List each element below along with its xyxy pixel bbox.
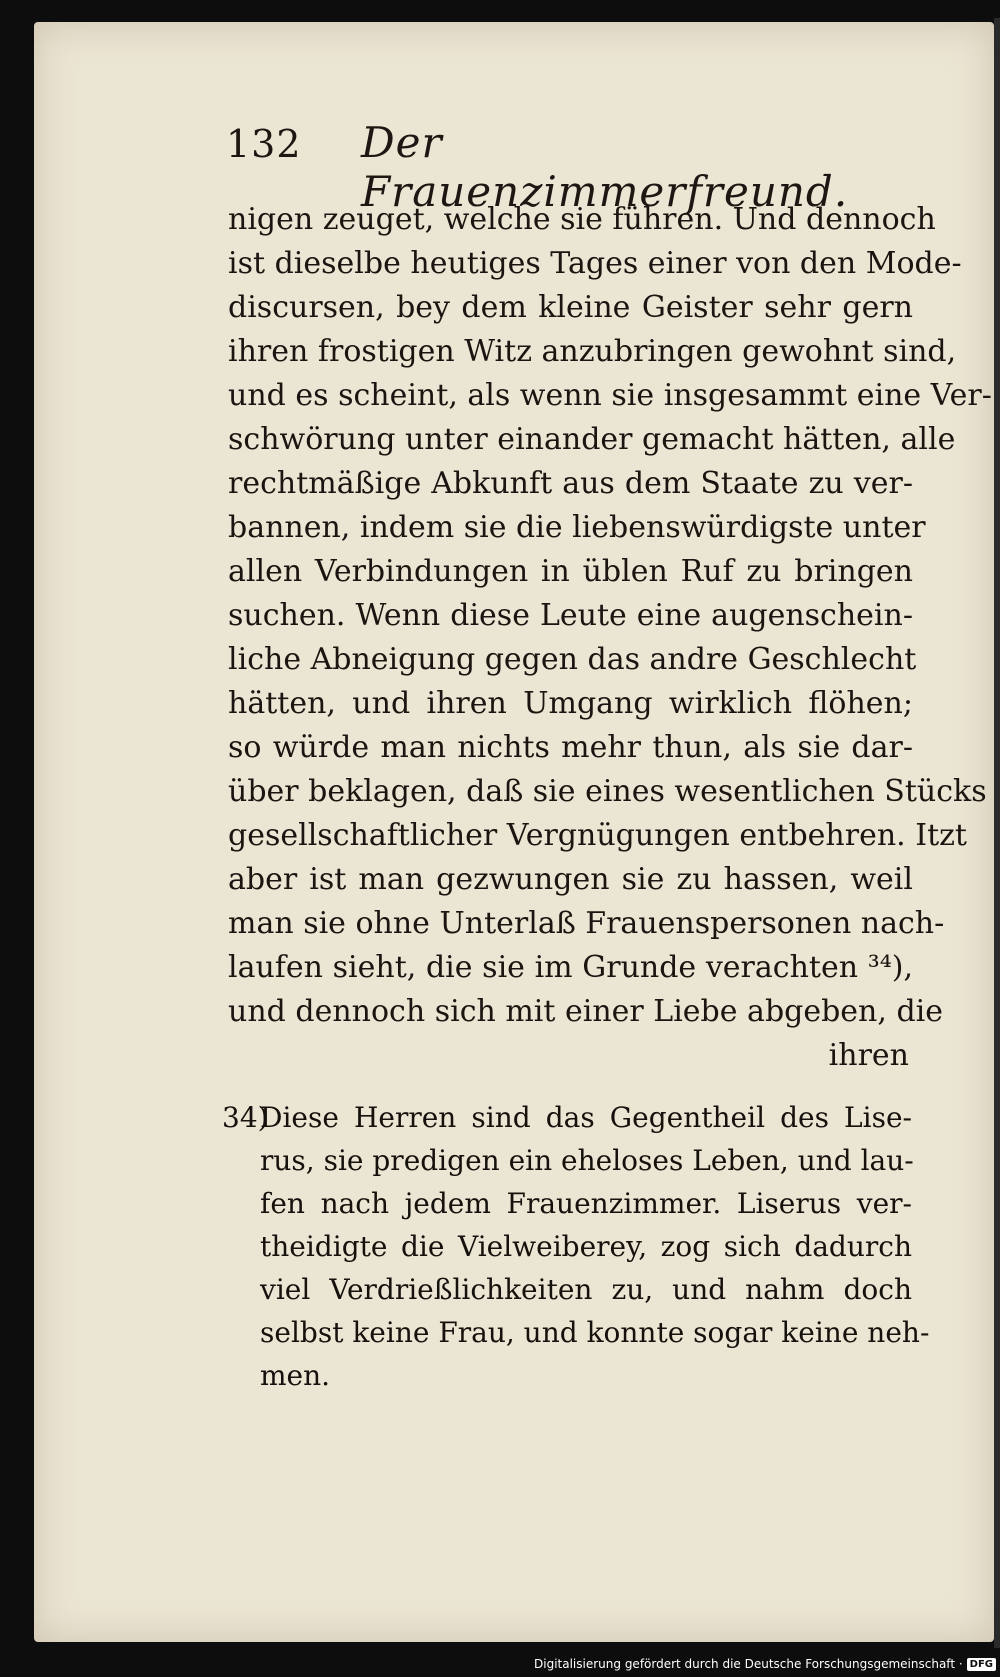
main-text bbox=[228, 198, 992, 1078]
catchword: ihren bbox=[828, 1038, 909, 1073]
text-line: und es scheint, als wenn sie insgesammt eine Ver- bbox=[228, 378, 992, 413]
text-line: bannen, indem sie die liebenswürdigste unter bbox=[228, 510, 926, 545]
footnote bbox=[222, 1096, 930, 1397]
text-line: aber ist man gezwungen sie zu hassen, weil bbox=[228, 862, 913, 897]
text-line: schwörung unter einander gemacht hätten, alle bbox=[228, 422, 956, 457]
digitization-credit bbox=[534, 1653, 996, 1675]
page-edge bbox=[994, 18, 1000, 1648]
running-header bbox=[226, 118, 926, 216]
text-line: über beklagen, daß sie eines wesentlichen Stücks bbox=[228, 774, 987, 809]
text-line: liche Abneigung gegen das andre Geschlecht bbox=[228, 642, 917, 677]
text-line: rechtmäßige Abkunft aus dem Staate zu ver- bbox=[228, 466, 913, 501]
footnote-line-text: Diese Herren sind das Gegentheil des Lise- bbox=[260, 1101, 912, 1134]
footnote-line: men. bbox=[260, 1359, 331, 1392]
footnote-line: theidigte die Vielweiberey, zog sich dadurch bbox=[260, 1230, 912, 1263]
footnote-marker: 34) bbox=[222, 1101, 269, 1134]
page-number: 132 bbox=[226, 122, 302, 166]
dfg-logo: DFG bbox=[967, 1658, 996, 1671]
text-line: suchen. Wenn diese Leute eine augenschein- bbox=[228, 598, 913, 633]
text-line: laufen sieht, die sie im Grunde verachten ³⁴), bbox=[228, 950, 913, 985]
text-line: man sie ohne Unterlaß Frauenspersonen nach- bbox=[228, 906, 945, 941]
text-line: hätten, und ihren Umgang wirklich flöhen; bbox=[228, 686, 913, 721]
text-line: ihren frostigen Witz anzubringen gewohnt sind, bbox=[228, 334, 957, 369]
credit-text: Digitalisierung gefördert durch die Deutsche Forschungsgemeinschaft · bbox=[534, 1657, 963, 1671]
footnote-line bbox=[222, 1096, 912, 1139]
text-line: ist dieselbe heutiges Tages einer von den Mode- bbox=[228, 246, 962, 281]
text-line: discursen, bey dem kleine Geister sehr gern bbox=[228, 290, 913, 325]
text-line: und dennoch sich mit einer Liebe abgeben, die bbox=[228, 994, 944, 1029]
footnote-line: viel Verdrießlichkeiten zu, und nahm doch bbox=[260, 1273, 912, 1306]
text-line: nigen zeuget, welche sie führen. Und dennoch bbox=[228, 202, 936, 237]
text-line: allen Verbindungen in üblen Ruf zu bringen bbox=[228, 554, 913, 589]
footnote-line: selbst keine Frau, und konnte sogar keine neh- bbox=[260, 1316, 930, 1349]
footnote-line: fen nach jedem Frauenzimmer. Liserus ver- bbox=[260, 1187, 912, 1220]
text-line: gesellschaftlicher Vergnügungen entbehren. Itzt bbox=[228, 818, 967, 853]
running-title: Der Frauenzimmerfreund. bbox=[361, 118, 849, 216]
text-line: so würde man nichts mehr thun, als sie dar- bbox=[228, 730, 913, 765]
footnote-line: rus, sie predigen ein eheloses Leben, und lau- bbox=[260, 1144, 914, 1177]
